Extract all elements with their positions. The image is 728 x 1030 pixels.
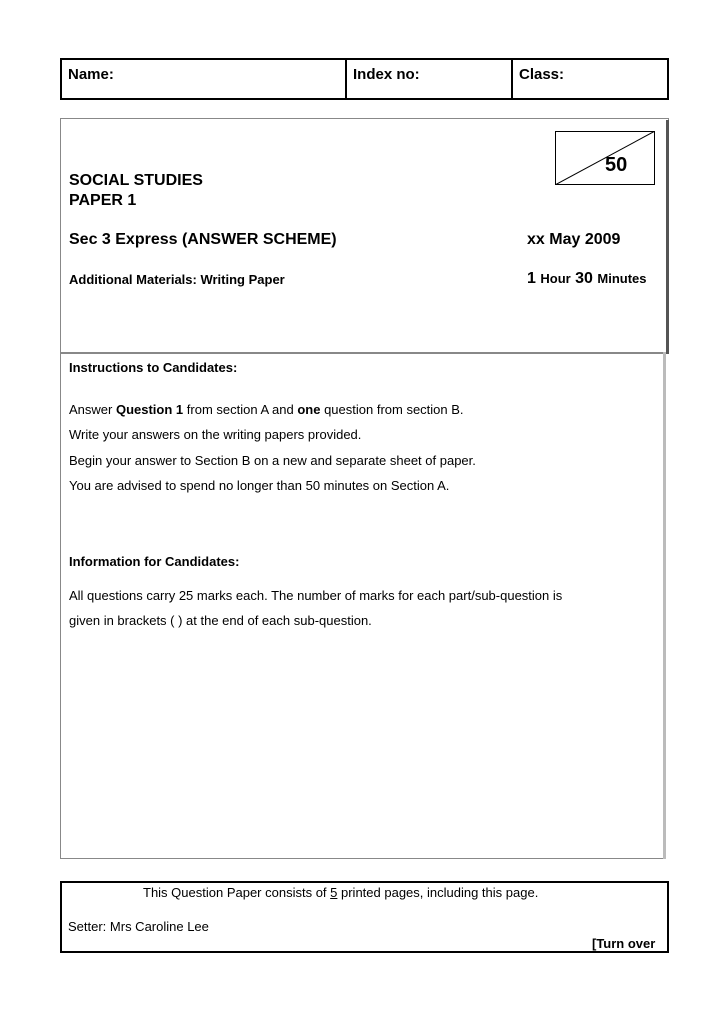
instr-text: question from section B. xyxy=(320,402,464,417)
class-label: Class: xyxy=(519,66,565,83)
setter: Setter: Mrs Caroline Lee xyxy=(68,919,209,934)
instruction-line-3: Begin your answer to Section B on a new and separate sheet of paper. xyxy=(69,453,476,468)
instruction-line-1 xyxy=(69,402,464,417)
index-label: Index no: xyxy=(353,66,420,83)
paper-info-border xyxy=(666,120,669,354)
turn-over: [Turn over xyxy=(592,936,656,951)
name-label: Name: xyxy=(68,66,114,83)
level-title: Sec 3 Express (ANSWER SCHEME) xyxy=(69,231,337,248)
student-details-table xyxy=(60,58,669,100)
duration-minute-unit: Minutes xyxy=(597,271,647,286)
instr-emphasis: one xyxy=(297,402,321,417)
duration-hour-unit: Hour xyxy=(540,271,571,286)
instruction-line-2: Write your answers on the writing papers provided. xyxy=(69,427,362,442)
information-line-2: given in brackets ( ) at the end of each sub-question. xyxy=(69,613,372,628)
instr-text: from section A and xyxy=(183,402,298,417)
paper-number: PAPER 1 xyxy=(69,192,137,209)
page-count-text: This Question Paper consists of xyxy=(143,885,331,900)
subject-title: SOCIAL STUDIES xyxy=(69,172,203,189)
index-field[interactable] xyxy=(347,60,513,98)
instructions-heading: Instructions to Candidates: xyxy=(69,360,238,375)
page-count-number: 5 xyxy=(330,885,338,900)
class-field[interactable] xyxy=(513,60,667,98)
instr-text: Answer xyxy=(69,402,116,417)
instr-emphasis: Question 1 xyxy=(115,402,184,417)
additional-materials: Additional Materials: Writing Paper xyxy=(69,272,285,287)
duration-minutes: 30 xyxy=(575,270,593,287)
information-line-1: All questions carry 25 marks each. The number of marks for each part/sub-question is xyxy=(69,588,563,603)
duration xyxy=(527,270,647,288)
total-marks: 50 xyxy=(605,154,628,176)
information-heading: Information for Candidates: xyxy=(69,554,240,569)
page-count-text: printed pages, including this page. xyxy=(337,885,539,900)
instructions-border xyxy=(663,352,666,859)
name-field[interactable] xyxy=(62,60,347,98)
page-count xyxy=(143,885,538,900)
duration-hours: 1 xyxy=(527,270,536,287)
exam-date: xx May 2009 xyxy=(527,231,621,248)
instruction-line-4: You are advised to spend no longer than 50 minutes on Section A. xyxy=(69,478,450,493)
